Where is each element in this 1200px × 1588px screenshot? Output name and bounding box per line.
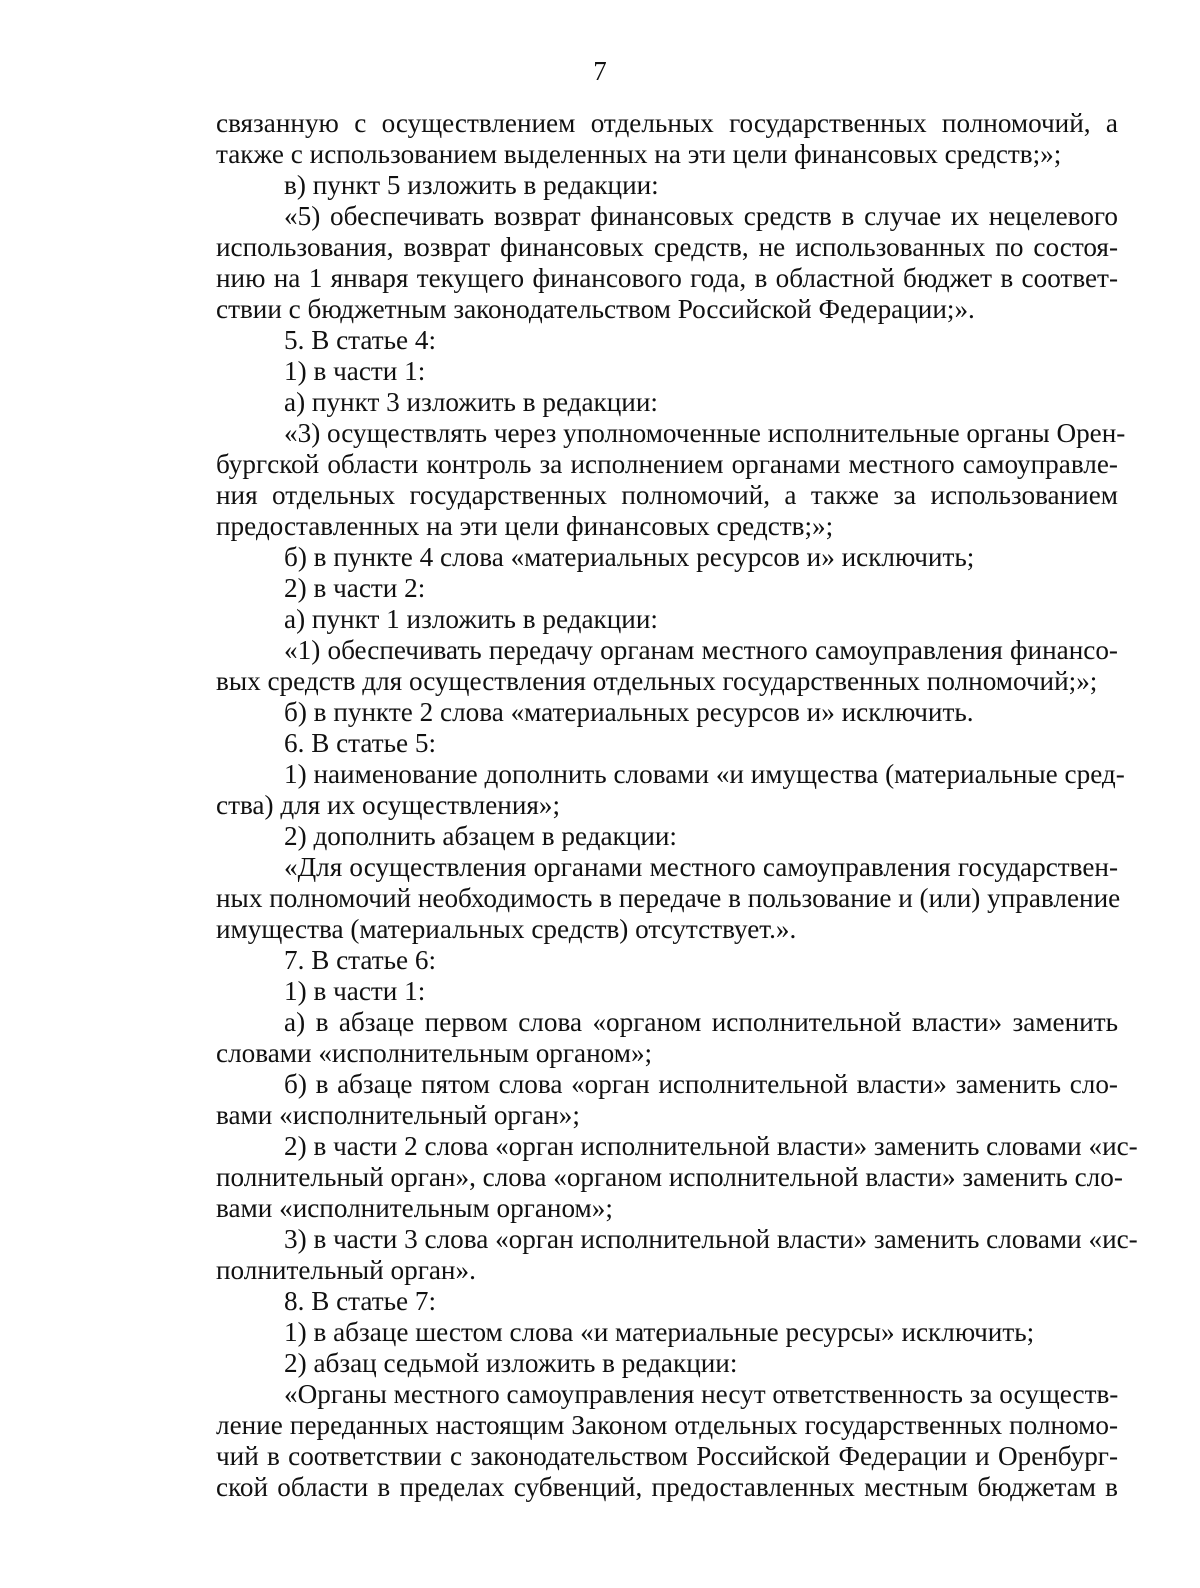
text-line: в) пункт 5 изложить в редакции: [284, 170, 659, 200]
text-line: 2) в части 2 слова «орган исполнительной власти» заменить словами «ис- [284, 1131, 1138, 1161]
text-line: «Для осуществления органами местного самоуправления государствен- [284, 852, 1118, 882]
text-line: б) в пункте 2 слова «материальных ресурсов и» исключить. [284, 697, 974, 727]
text-line: вами «исполнительный орган»; [216, 1100, 580, 1130]
text-line: 2) в части 2: [284, 573, 426, 603]
text-line: полнительный орган». [216, 1255, 476, 1285]
text-line: а) в абзаце первом слова «органом исполнительной власти» заменить [284, 1007, 1118, 1037]
text-line: «1) обеспечивать передачу органам местного самоуправления финансо- [284, 635, 1118, 665]
text-line: 1) наименование дополнить словами «и имущества (материальные сред- [284, 759, 1125, 789]
text-line: предоставленных на эти цели финансовых средств;»; [216, 511, 834, 541]
text-line: 5. В статье 4: [284, 325, 437, 355]
text-line: ния отдельных государственных полномочий, а также за использованием [216, 480, 1118, 510]
text-line: б) в абзаце пятом слова «орган исполнительной власти» заменить сло- [284, 1069, 1118, 1099]
text-line: б) в пункте 4 слова «материальных ресурсов и» исключить; [284, 542, 975, 572]
text-line: а) пункт 1 изложить в редакции: [284, 604, 658, 634]
text-line: полнительный орган», слова «органом исполнительной власти» заменить сло- [216, 1162, 1123, 1192]
text-line: имущества (материальных средств) отсутствует.». [216, 914, 797, 944]
text-line: 2) абзац седьмой изложить в редакции: [284, 1348, 738, 1378]
text-line: ных полномочий необходимость в передаче в пользование и (или) управление [216, 883, 1121, 913]
text-line: 1) в абзаце шестом слова «и материальные ресурсы» исключить; [284, 1317, 1035, 1347]
text-line: 6. В статье 5: [284, 728, 437, 758]
page-number: 7 [593, 56, 607, 86]
text-line: ствии с бюджетным законодательством Российской Федерации;». [216, 294, 975, 324]
text-line: чий в соответствии с законодательством Российской Федерации и Оренбург- [216, 1441, 1118, 1471]
text-line: ства) для их осуществления»; [216, 790, 561, 820]
text-line: 1) в части 1: [284, 356, 426, 386]
text-line: бургской области контроль за исполнением органами местного самоуправле- [216, 449, 1118, 479]
text-line: а) пункт 3 изложить в редакции: [284, 387, 658, 417]
text-line: нию на 1 января текущего финансового года, в областной бюджет в соответ- [216, 263, 1118, 293]
text-line: 1) в части 1: [284, 976, 426, 1006]
document-body [216, 108, 1138, 1503]
text-line: «3) осуществлять через уполномоченные исполнительные органы Орен- [284, 418, 1126, 448]
text-line: словами «исполнительным органом»; [216, 1038, 653, 1068]
text-line: вами «исполнительным органом»; [216, 1193, 613, 1223]
text-line: использования, возврат финансовых средств, не использованных по состоя- [216, 232, 1118, 262]
text-line: вых средств для осуществления отдельных государственных полномочий;»; [216, 666, 1098, 696]
text-line: 2) дополнить абзацем в редакции: [284, 821, 677, 851]
text-line: 3) в части 3 слова «орган исполнительной власти» заменить словами «ис- [284, 1224, 1138, 1254]
text-line: также с использованием выделенных на эти цели финансовых средств;»; [216, 139, 1062, 169]
text-line: ление переданных настоящим Законом отдельных государственных полномо- [216, 1410, 1118, 1440]
text-line: «5) обеспечивать возврат финансовых средств в случае их нецелевого [284, 201, 1118, 231]
text-line: 7. В статье 6: [284, 945, 437, 975]
text-line: ской области в пределах субвенций, предоставленных местным бюджетам в [216, 1472, 1118, 1502]
text-line: 8. В статье 7: [284, 1286, 437, 1316]
text-line: связанную с осуществлением отдельных государственных полномочий, а [216, 108, 1118, 138]
text-line: «Органы местного самоуправления несут ответственность за осуществ- [284, 1379, 1119, 1409]
